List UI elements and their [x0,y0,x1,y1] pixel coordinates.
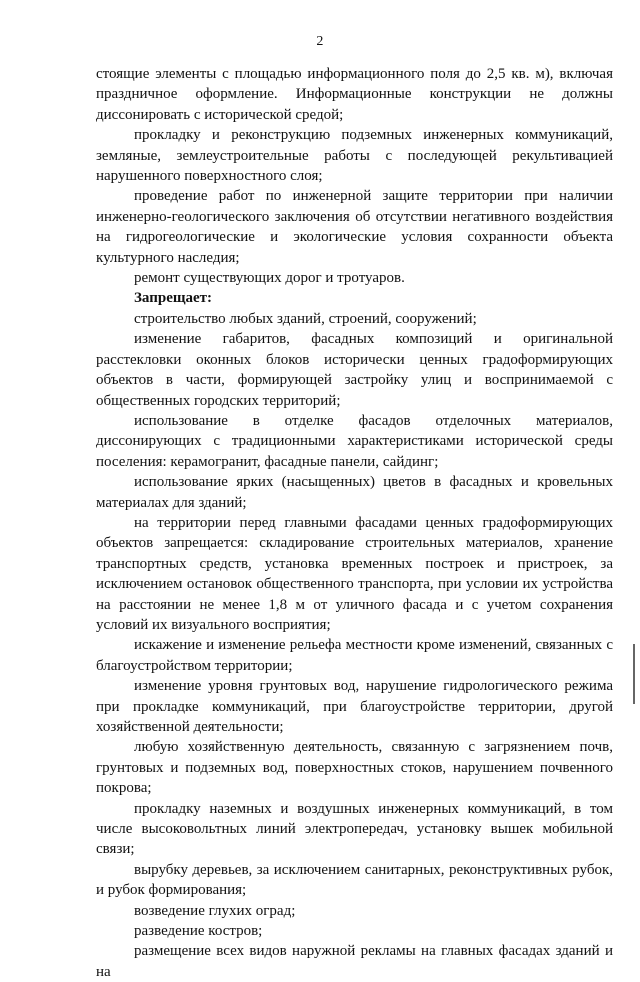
paragraph: прокладку наземных и воздушных инженерных коммуникаций, в том числе высоковольтных линий электропередач, установку вышек мобильной связи; [96,800,613,858]
paragraph: искажение и изменение рельефа местности кроме изменений, связанных с благоустройством территории; [96,637,613,674]
paragraph: строительство любых зданий, строений, сооружений; [134,310,477,327]
paragraph: использование в отделке фасадов отделочных материалов, диссонирующих с традиционными характеристиками исторической среды поселения: керамогранит, фасадные панели, сайдинг; [96,412,613,470]
document-body [96,64,613,982]
paragraph: вырубку деревьев, за исключением санитарных, реконструктивных рубок, и рубок формирования; [96,861,613,899]
paragraph: изменение габаритов, фасадных композиций и оригинальной расстекловки оконных блоков исторически ценных градоформирующих объектов в части, формирующей застройку улиц и воспринимаемой с общественных городских территорий; [96,331,613,409]
paragraph: возведение глухих оград; [134,902,296,919]
paragraph: прокладку и реконструкцию подземных инженерных коммуникаций, земляные, землеустроительные работы с последующей рекультивацией нарушенного поверхностного слоя; [96,127,613,185]
paragraph: размещение всех видов наружной рекламы на главных фасадах зданий и на [96,943,613,980]
paragraph: использование ярких (насыщенных) цветов в фасадных и кровельных материалах для зданий; [96,474,613,511]
paragraph: любую хозяйственную деятельность, связанную с загрязнением почв, грунтовых и подземных вод, поверхностных стоков, нарушением почвенного покрова; [96,739,613,797]
paragraph: на территории перед главными фасадами ценных градоформирующих объектов запрещается: складирование строительных материалов, хранение транспортных средств, установка временных построек и пристроек, за исключением остановок общественного транспорта, при условии их устройства на расстоянии не менее 1,8 м от уличного фасада и с учетом сохранения условий их визуального восприятия; [96,514,613,633]
section-heading: Запрещает: [134,290,213,307]
paragraph: ремонт существующих дорог и тротуаров. [134,270,405,287]
paragraph: проведение работ по инженерной защите территории при наличии инженерно-геологического заключения об отсутствии негативного воздействия на гидрогеологические и экологические условия сохранности объекта культурного наследия; [96,188,613,266]
paragraph: изменение уровня грунтовых вод, нарушение гидрологического режима при прокладке коммуникаций, при благоустройстве территории, другой хозяйственной деятельности; [96,678,613,735]
paragraph: стоящие элементы с площадью информационного поля до 2,5 кв. м), включая праздничное оформление. Информационные конструкции не должны диссонировать с исторической средой; [96,66,613,123]
paragraph: разведение костров; [134,923,263,940]
scan-edge-mark [633,644,635,704]
page-number: 2 [316,34,324,49]
